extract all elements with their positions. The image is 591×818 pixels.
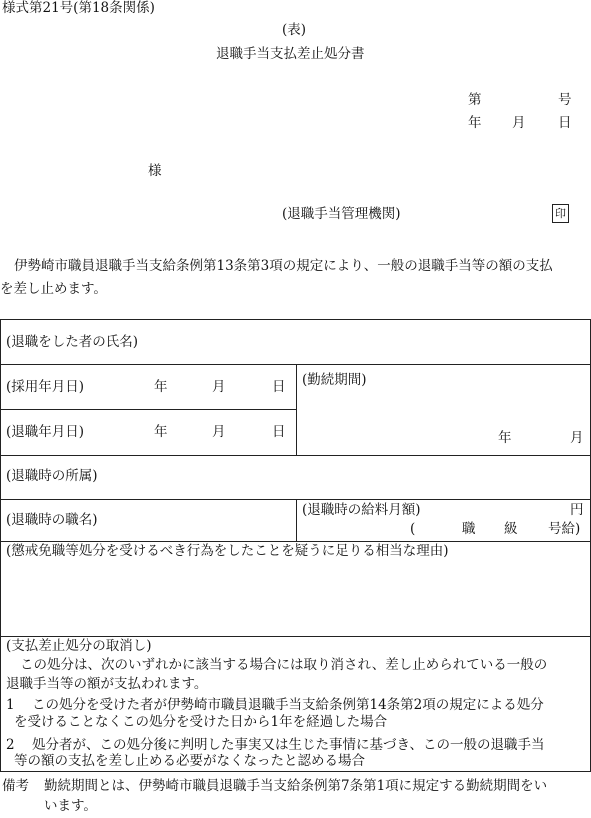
position-label: (退職時の職名) [6, 512, 98, 528]
cancel-item-number: 2 [6, 737, 15, 753]
cancel-item-number: 1 [6, 697, 15, 713]
table-column-divider [296, 364, 297, 455]
issuer-label: (退職手当管理機関) [282, 206, 401, 222]
table-divider [0, 455, 590, 456]
remarks-text-line1: 勤続期間とは、伊勢崎市職員退職手当支給条例第7条第1項に規定する勤続期間をい [44, 778, 548, 794]
salary-label: (退職時の給料月額) [302, 502, 421, 518]
cancel-item-text: を受けることなくこの処分を受けた日から1年を経過した場合 [14, 714, 388, 730]
date-month: 月 [512, 115, 526, 131]
reason-label: (懲戒免職等処分を受けるべき行為をしたことを疑うに足りる相当な理由) [6, 543, 449, 559]
hire-date-day: 日 [272, 379, 286, 395]
service-period-label: (勤続期間) [302, 372, 367, 388]
table-divider [0, 541, 590, 542]
cancel-item-text: この処分を受けた者が伊勢崎市職員退職手当支給条例第14条第2項の規定による処分 [32, 697, 544, 713]
table-column-divider [296, 499, 297, 541]
remarks-label: 備考 [2, 778, 29, 794]
hire-date-label: (採用年月日) [6, 379, 85, 395]
hire-date-year: 年 [154, 379, 168, 395]
table-divider [0, 499, 590, 500]
document-title: 退職手当支払差止処分書 [216, 46, 365, 62]
cancel-label: (支払差止処分の取消し) [6, 638, 152, 654]
date-year: 年 [468, 115, 482, 131]
salary-unit: 円 [570, 502, 584, 518]
table-divider [0, 364, 590, 365]
retire-date-day: 日 [272, 424, 286, 440]
addressee-suffix: 様 [148, 163, 162, 179]
service-period-year: 年 [498, 430, 512, 446]
cancel-item-text: 処分者が、この処分後に判明した事実又は生じた事情に基づき、この一般の退職手当 [32, 737, 545, 753]
intro-text-line1: 伊勢崎市職員退職手当支給条例第13条第3項の規定により、一般の退職手当等の額の支払 [14, 258, 553, 274]
grade-step: 号給) [548, 521, 581, 537]
retire-date-year: 年 [154, 424, 168, 440]
form-number: 様式第21号(第18条関係) [2, 0, 155, 16]
doc-number-prefix: 第 [468, 92, 482, 108]
retire-date-label: (退職年月日) [6, 424, 85, 440]
doc-number-suffix: 号 [558, 92, 572, 108]
grade-job: 職 [462, 521, 476, 537]
table-divider [0, 636, 590, 637]
hire-date-month: 月 [212, 379, 226, 395]
cancel-intro-line1: この処分は、次のいずれかに該当する場合には取り消され、差し止められている一般の [20, 657, 548, 673]
cancel-intro-line2: 退職手当等の額が支払われます。 [6, 676, 208, 692]
remarks-text-line2: います。 [44, 798, 97, 814]
front-label: (表) [282, 22, 307, 38]
grade-class: 級 [504, 521, 518, 537]
table-divider [0, 409, 296, 410]
retiree-name-label: (退職をした者の氏名) [6, 334, 139, 350]
service-period-month: 月 [570, 430, 584, 446]
cancel-item-text: 等の額の支払を差し止める必要がなくなったと認める場合 [14, 753, 365, 769]
seal-mark: 印 [552, 204, 569, 223]
affiliation-label: (退職時の所属) [6, 468, 98, 484]
retire-date-month: 月 [212, 424, 226, 440]
intro-text-line2: を差し止めます。 [0, 281, 107, 297]
date-day: 日 [558, 115, 572, 131]
grade-open: ( [410, 521, 416, 537]
